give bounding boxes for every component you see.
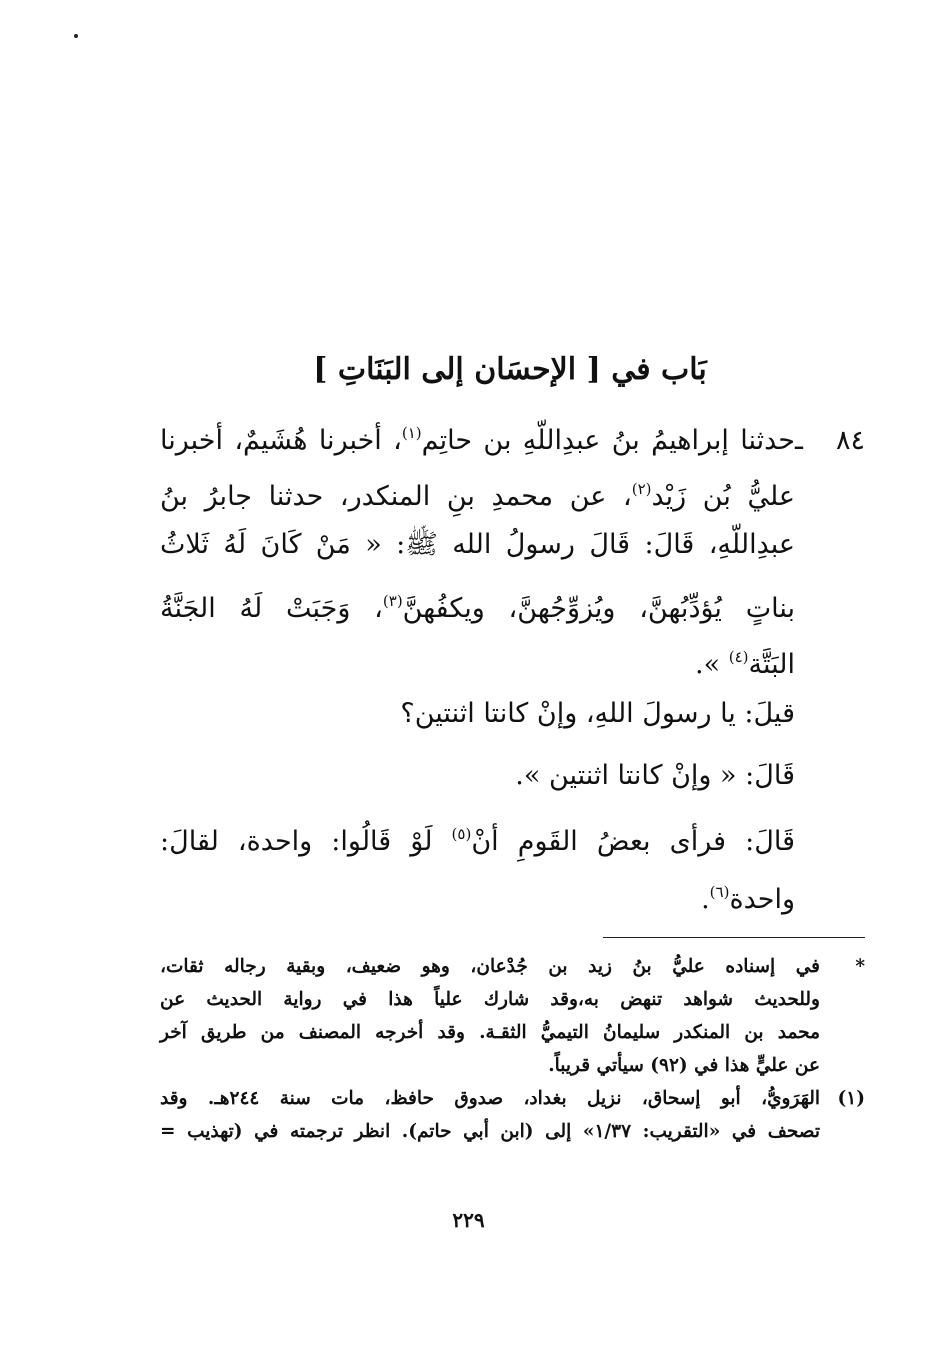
hadith-line-3 — [160, 517, 865, 573]
footnote-1-line — [160, 1082, 865, 1115]
hadith-line-1 — [160, 405, 865, 461]
hadith-text: ، أخبرنا هُشَيمٌ، أخبرنا — [160, 425, 402, 456]
page-number: ٢٢٩ — [452, 1208, 485, 1232]
question-paragraph — [160, 683, 865, 745]
hadith-text: البَتَّة — [748, 649, 795, 680]
hadith-text: بناتٍ يُؤدِّبُهنَّ، ويُزوِّجُهنَّ، ويكفُهنَّ — [402, 593, 795, 624]
conclusion-paragraph — [160, 805, 865, 921]
hadith-text: عليُّ بُن زَيْد — [651, 481, 796, 512]
footnote-ref: (٣) — [382, 592, 403, 610]
conclusion-line-2 — [160, 863, 865, 921]
conclusion-text: واحدة — [729, 884, 795, 915]
question-text: قيلَ: يا رسولَ اللهِ، وإنْ كانتا اثنتين؟ — [400, 698, 795, 729]
footnote-star-line — [160, 950, 865, 983]
footnote-text: تصحف في «التقريب: ١/٣٧» إلى (ابن أبي حاتم). انظر ترجمته في (تهذيب = — [160, 1121, 820, 1142]
footnote-star-line — [160, 1016, 865, 1049]
footnote-text: وللحديث شواهد تنهض به،وقد شارك علياً هذا في رواية الحديث عن — [160, 989, 820, 1010]
conclusion-text: قَالَ: فرأى بعضُ القَومِ أنْ — [471, 826, 795, 857]
footnote-ref: (١) — [401, 424, 422, 442]
hadith-text: حدثنا إبراهيمُ بنُ عبدِاللّهِ بن حاتِم — [421, 425, 795, 456]
hadith-number: ٨٤ ـ — [795, 425, 865, 456]
hadith-line-4 — [160, 573, 865, 629]
conclusion-text: لَوْ قَالُوا: واحدة، لقالَ: — [160, 826, 452, 857]
chapter-title: بَاب في [ الإحسَان إلى البَنَاتِ ] — [313, 352, 707, 387]
hadith-line-5 — [160, 629, 865, 685]
footnote-ref: (٤) — [728, 648, 749, 666]
hadith-text: ، وَجَبَتْ لَهُ الجَنَّةُ — [160, 593, 383, 624]
footnote-text: الهَرَويُّ، أبو إسحاق، نزيل بغداد، صدوق حافظ، مات سنة ٢٤٤هـ. وقد — [160, 1088, 820, 1109]
footnote-text: محمد بن المنكدر سليمانُ التيميُّ الثقـة. وقد أخرجه المصنف من طريق آخر — [160, 1022, 820, 1043]
hadith-84 — [160, 405, 865, 685]
footnote-ref: (٦) — [709, 883, 730, 901]
hadith-text: عبدِاللّهِ، قَالَ: قَالَ رسولُ الله ﷺ: « مَنْ كَانَ لَهُ ثَلاثُ — [160, 529, 795, 560]
footnote-divider — [603, 937, 865, 938]
footnotes — [160, 950, 865, 1148]
hadith-text: ». — [695, 649, 729, 680]
conclusion-text: . — [701, 884, 710, 915]
footnote-star-line — [160, 983, 865, 1016]
footnote-ref: (٢) — [631, 480, 652, 498]
hadith-text: ، عن محمدِ بنِ المنكدر، حدثنا جابرُ بنُ — [160, 481, 632, 512]
hadith-line-2 — [160, 461, 865, 517]
conclusion-line-1 — [160, 805, 865, 863]
footnote-text: عن عليٍّ هذا في (٩٢) سيأتي قريباً. — [548, 1055, 820, 1076]
footnote-1-marker: (١) — [837, 1088, 865, 1109]
answer-text: قَالَ: « وإنْ كانتا اثنتين ». — [515, 760, 795, 791]
footnote-1-line — [160, 1115, 865, 1148]
footnote-star-line — [160, 1049, 865, 1082]
footnote-ref: (٥) — [451, 825, 472, 843]
star-icon: * — [855, 956, 865, 977]
answer-paragraph — [160, 745, 865, 807]
footnote-text: في إسناده عليُّ بنُ زيد بن جُدْعان، وهو ضعيف، وبقية رجاله ثقات، — [160, 956, 820, 977]
ink-speck — [74, 34, 78, 38]
